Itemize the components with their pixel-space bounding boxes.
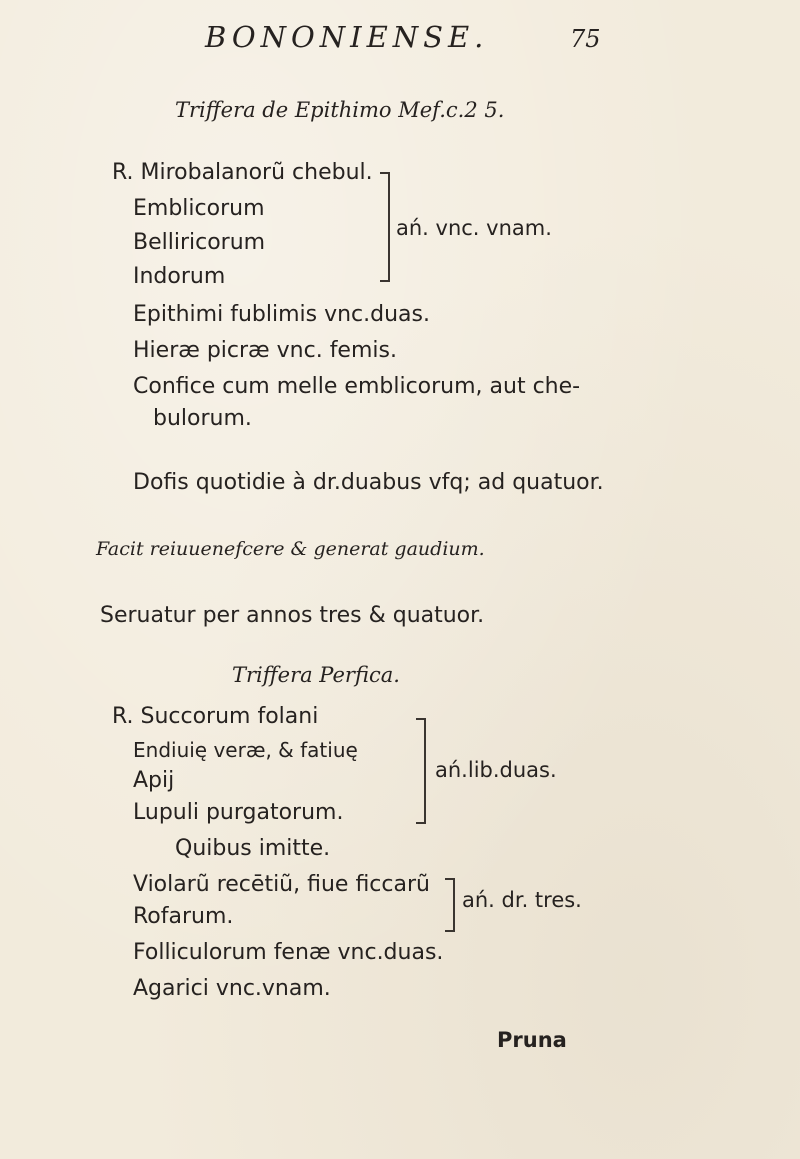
keeping-line: Seruatur per annos tres & quatuor. [100,603,485,628]
recipe-1-brace [380,172,390,282]
recipe-1-line-6: Hieræ picræ vnc. femis. [133,338,397,363]
recipe-2-brace-2-dose: ań. dr. tres. [462,888,582,912]
effect-line: Facit reiuuenefcere & generat gaudium. [96,538,485,560]
recipe-2-brace-2 [445,878,455,932]
recipe-2-line-6: Violarũ recētiũ, fiue ficcarũ [133,872,430,897]
recipe-2-brace-1-dose: ań.lib.duas. [435,758,557,782]
recipe-1-line-1: R. Mirobalanorũ chebul. [112,160,373,185]
recipe-1-line-2: Emblicorum [133,196,265,221]
recipe-2-line-3: Apij [133,768,175,793]
recipe-2-brace-1 [416,718,426,824]
recipe-1-brace-dose: ań. vnc. vnam. [396,216,552,240]
recipe-2-line-8: Folliculorum fenæ vnc.duas. [133,940,444,965]
recipe-1-line-3: Belliricorum [133,230,266,255]
recipe-2-line-2: Endiuię veræ, & fatiuę [133,738,358,762]
page-number: 75 [570,25,601,53]
recipe-1-line-4: Indorum [133,264,226,289]
recipe-2-title: Triffera Perfica. [232,663,400,687]
recipe-1-line-8: bulorum. [153,406,252,431]
dosage-line: Dofis quotidie à dr.duabus vfq; ad quatuor. [133,470,604,495]
recipe-2-line-4: Lupuli purgatorum. [133,800,344,825]
recipe-2-line-1: R. Succorum folani [112,704,319,729]
recipe-2-line-5: Quibus imitte. [175,836,331,861]
catchword: Pruna [497,1028,567,1052]
recipe-2-line-9: Agarici vnc.vnam. [133,976,331,1001]
recipe-2-line-7: Rofarum. [133,904,234,929]
running-head: BONONIENSE. [205,20,489,54]
recipe-1-line-5: Epithimi fublimis vnc.duas. [133,302,430,327]
recipe-1-title: Triffera de Epithimo Mef.c.2 5. [175,98,505,122]
recipe-1-line-7: Confice cum melle emblicorum, aut che- [133,374,581,399]
